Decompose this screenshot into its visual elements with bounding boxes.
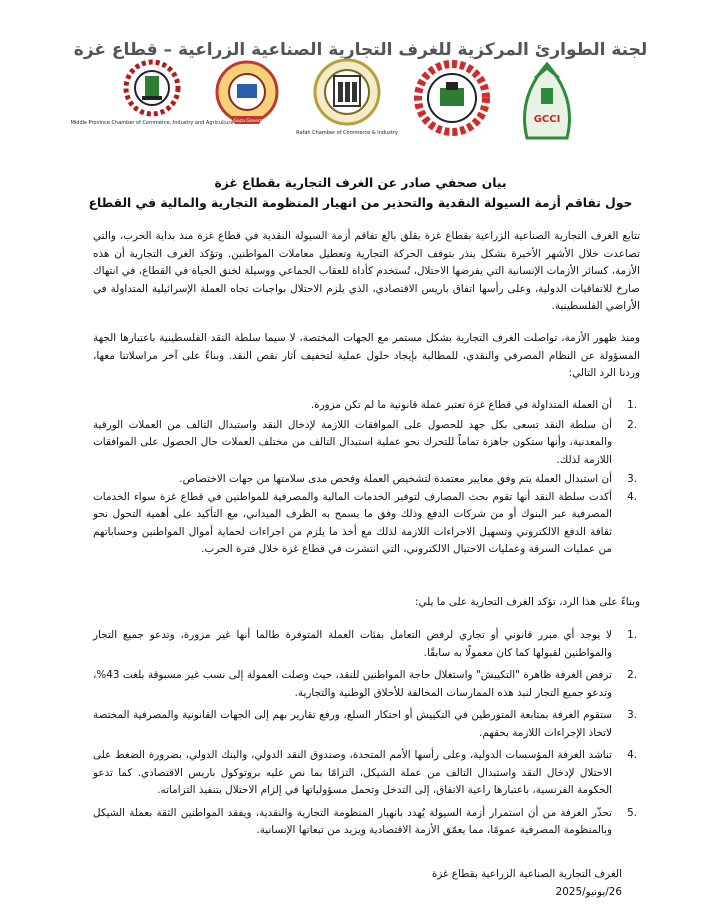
intro-paragraph: تتابع الغرف التجارية الصناعية الزراعية بقطاع غزة بقلق بالغ تفاقم أزمة السيولة النقدية في قطاع غزة منذ بداية الحرب، والتي تصاعدت خلال الأشهر الأخيرة بشكل ينذر بتوقف الحركة التجارية وتعطيل معاملات المواطنين. وتؤكد الغرف التجارية أن هذه الأزمة، كسائر الأزمات الإنسانية التي يفرضها الاحتلال، تُستخدم كأداة للعقاب الجماعي ووسيلة لخنق الحياة في القطاع، في انتهاك صارخ للاتفاقيات الدولية، وعلى رأسها اتفاق باريس الاقتصادي، الذي يلزم الاحتلال بواجبات تجاه العملة الإسرائيلية المتداولة في الأراضي الفلسطينية. bbox=[93, 230, 640, 312]
list-item bbox=[93, 805, 640, 840]
middle-province-chamber-logo bbox=[70, 58, 234, 148]
list-number: 4. bbox=[627, 749, 637, 761]
list-item bbox=[93, 627, 640, 662]
gaza-chamber-logo bbox=[507, 58, 587, 148]
rafah-caption: Rafah Chamber of Commerce & Industry bbox=[296, 130, 398, 136]
list-item-text: أن سلطة النقد تسعى بكل جهد للحصول على الموافقات اللازمة لإدخال النقد واستبدال التالف من العملات الورقية والمعدنية، وأنها ستكون جاهزة تماماً للتحرك نحو عملية استبدال التالف من مختلف العملات حال الحصول على الموافقات اللازمة لذلك. bbox=[93, 418, 612, 466]
list-number: 3. bbox=[627, 709, 637, 721]
statement-subheading: حول تفاقم أزمة السيولة النقدية والتحذير من انهيار المنظومة التجارية والمالية في القطاع bbox=[88, 196, 633, 210]
north-gaza-chamber-logo bbox=[207, 58, 287, 148]
list-item bbox=[93, 417, 640, 470]
list-item-text: أكدت سلطة النقد أنها تقوم بحث المصارف لتوفير الخدمات المالية والمصرفية للمواطنين في قطاع غزة سواء الخدمات المصرفية عبر البنوك أو من شركات الدفع وذلك وفق ما يسمح به الظرف الميداني، مع التأكيد على أهمية التحول نحو ثقافة الدفع الالكتروني وتسهيل الاجراءات اللازمة لذلك مع أخذ ما يلزم من اجراءات لحماية أموال المواطنين وحساباتهم من عمليات السرقة وعمليات الاحتيال الالكتروني، التي انتشرت في قطاع غزة خلال فترة الحرب. bbox=[93, 490, 612, 555]
khan-younis-chamber-logo bbox=[412, 58, 492, 148]
affirm-list bbox=[93, 627, 640, 840]
signature-date: 26/يونيو/2025 bbox=[555, 886, 622, 898]
list-number: 2. bbox=[627, 669, 637, 681]
reply-list bbox=[93, 397, 640, 559]
list-item-text: تحذّر الغرفة من أن استمرار أزمة السيولة يُهدد بانهيار المنظومة التجارية والنقدية، ويفقد المواطنين الثقة بعملة الشيكل وبالمنظومة المصرفية عمومًا، مما يعمّق الأزمة الاقتصادية ويزيد من تبعاتها الإنسانية. bbox=[93, 806, 612, 836]
gaza-caption: GCCI bbox=[533, 114, 561, 125]
list-number: 1. bbox=[627, 399, 637, 411]
list-item-text: تناشد الغرفة المؤسسات الدولية، وعلى رأسها الأمم المتحدة، وصندوق النقد الدولي، والبنك الدولي، بضرورة الضغط على الاحتلال لإدخال النقد واستبدال التالف من عملة الشيكل، التزامًا بما نص عليه بروتوكول باريس الاقتصادي. كما تدعو الحكومة الفرنسية، باعتبارها راعية الاتفاق، إلى التدخل وتحمل مسؤولياتها في إلزام الاحتلال بتنفيذ التزاماته. bbox=[93, 749, 612, 796]
list-item-text: أن استبدال العملة يتم وفق معايير معتمدة لتشخيص العملة وفحص مدى سلامتها من جهات الاختصاص. bbox=[179, 473, 612, 485]
affirm-intro-paragraph: وبناءً على هذا الرد، تؤكد الغرف التجارية على ما يلي: bbox=[414, 596, 640, 608]
middle-province-caption: Middle Province Chamber of Commerce, Industry and Agriculture bbox=[70, 120, 234, 126]
chamber-logos-row bbox=[70, 58, 582, 154]
list-item-text: ستقوم الغرفة بمتابعة المتورطين في التكييش أو احتكار السلع، ورفع تقارير بهم إلى الجهات القانونية والمصرفية المختصة لاتخاذ الإجراءات اللازمة بحقهم. bbox=[93, 709, 612, 739]
list-item-text: ترفض الغرفة ظاهرة "التكييش" واستغلال حاجة المواطنين للنقد، حيث وصلت العمولة إلى نسب غير مسبوقة بلغت 43%، وتدعو جميع التجار لنبذ هذه الممارسات المخالفة للأخلاق الوطنية والتجارية. bbox=[93, 669, 612, 699]
list-item bbox=[93, 667, 640, 702]
list-number: 2. bbox=[627, 418, 637, 431]
list-number: 5. bbox=[627, 806, 637, 819]
north-gaza-caption: North Gaza Governorate bbox=[219, 119, 275, 124]
signature-org: الغرف التجارية الصناعية الزراعية بقطاع غزة bbox=[431, 868, 622, 880]
list-item bbox=[93, 707, 640, 742]
committee-header-title: لجنة الطوارئ المركزية للغرف التجارية الصناعية الزراعية – قطاع غزة bbox=[73, 40, 648, 60]
list-item bbox=[93, 489, 640, 559]
statement-heading: بيان صحفي صادر عن الغرف التجارية بقطاع غزة bbox=[214, 176, 507, 190]
list-number: 3. bbox=[627, 473, 637, 485]
list-item bbox=[93, 397, 640, 415]
list-number: 1. bbox=[627, 629, 637, 641]
list-number: 4. bbox=[627, 490, 637, 503]
list-item bbox=[93, 747, 640, 800]
second-paragraph: ومنذ ظهور الأزمة، تواصلت الغرف التجارية بشكل مستمر مع الجهات المختصة، لا سيما سلطة النقد الفلسطينية باعتبارها الجهة المسؤولة عن النظام المصرفي والنقدي، للمطالبة بإيجاد حلول عملية لتخفيف آثار نقص النقد. وبناءً على آخر مراسلاتنا معها، وردنا الرد التالي: bbox=[93, 332, 640, 379]
list-item-text: أن العملة المتداولة في قطاع غزة تعتبر عملة قانونية ما لم تكن مزورة. bbox=[310, 399, 612, 411]
list-item-text: لا يوجد أي مبرر قانوني أو تجاري لرفض التعامل بفئات العملة المتوفرة طالما أنها غير مزورة، وتدعو جميع التجار والمواطنين لقبولها كما كان معمولًا به سابقًا. bbox=[93, 629, 612, 659]
rafah-chamber-logo bbox=[296, 58, 398, 148]
list-item bbox=[93, 471, 640, 489]
